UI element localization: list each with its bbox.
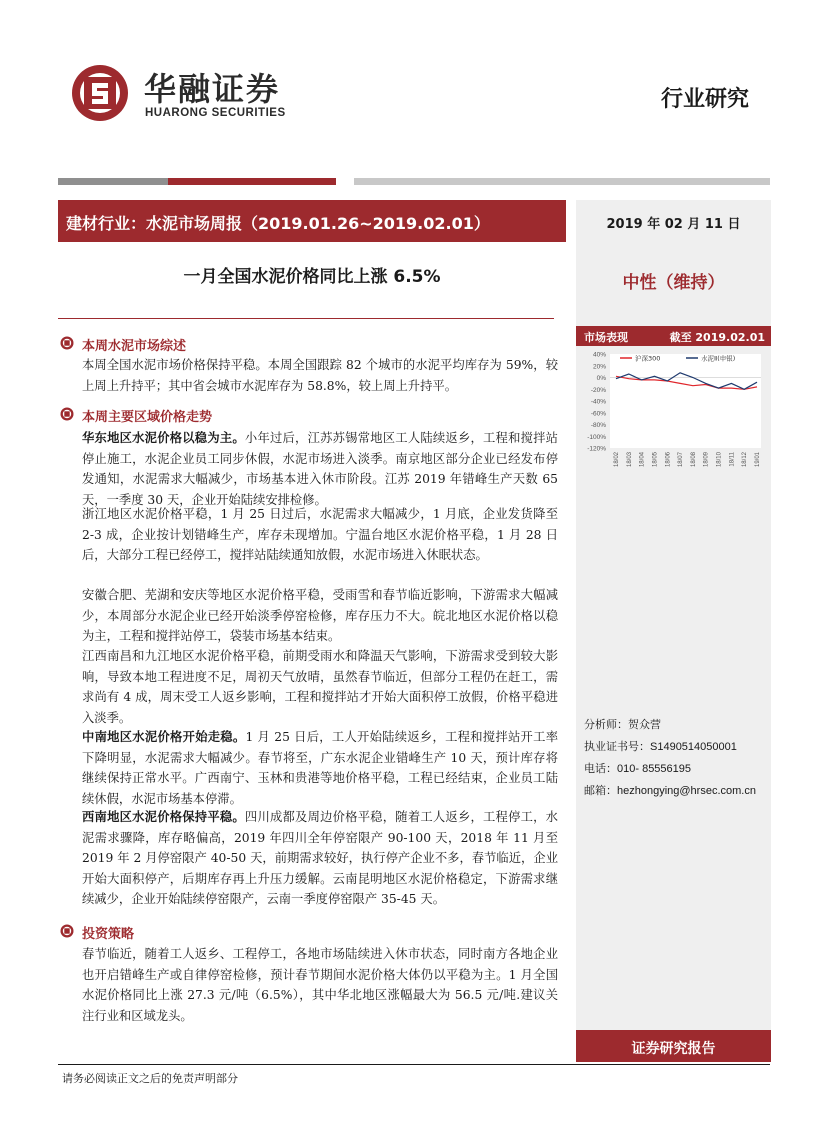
paragraph-zhejiang: 浙江地区水泥价格平稳，1 月 25 日过后，水泥需求大幅减少，1 月底，企业发货降至 2-3 成，企业按计划错峰生产，库存未现增加。宁温台地区水泥价格平稳，1 月 28 日后，大部分工程已经停工，搅拌站陆续通知放假，水泥市场进入休眠状态。 [82, 507, 558, 562]
sidebar [576, 318, 771, 1062]
y-tick-label: -120% [587, 445, 606, 453]
y-tick-label: -100% [587, 433, 606, 441]
paragraph-summary: 本周全国水泥市场价格保持平稳。本周全国跟踪 82 个城市的水泥平均库存为 59%，较上周上升持平；其中省会城市水泥库存为 58.8%，较上周上升持平。 [82, 358, 558, 393]
x-tick-label: 18/03 [626, 452, 633, 468]
y-tick-label: -40% [590, 398, 606, 406]
legend-label: 沪深300 [635, 354, 661, 363]
x-tick-label: 18/04 [639, 452, 646, 468]
x-tick-label: 18/02 [614, 452, 620, 468]
license-row: 执业证书号：S1490514050001 [584, 740, 737, 753]
section-title-strategy: 投资策略 [82, 927, 135, 942]
x-tick-label: 18/11 [729, 452, 736, 467]
report-type: 行业研究 [660, 87, 749, 112]
paragraph-southwest: 西南地区水泥价格保持平稳。四川成都及周边价格平稳，随着工人返乡，工程停工，水泥需求骤降，库存略偏高，2019 年四川全年停窑限产 90-100 天，2018 年 11 月至 2019 年 2 月停窑限产 40-50 天，前期需求较好，执行停产企业不多，春节临近，企业开始大面积停产，后期库存再上升压力缓解。云南昆明地区水泥价格稳定，下游需求继续减少，企业开始陆续停窑限产，云南一季度停窑限产 35-45 天。 [82, 810, 558, 906]
market-performance-chart [576, 350, 771, 485]
x-tick-label: 18/10 [716, 452, 723, 468]
brand-name-en: HUARONG SECURITIES [145, 107, 286, 119]
analyst-row: 分析师：贺众营 [584, 718, 661, 731]
y-tick-label: -60% [590, 410, 606, 418]
legend-label: 水泥Ⅱ(申银) [701, 354, 736, 363]
brand-name: 华融证券 [144, 70, 281, 108]
header-divider-right [354, 178, 770, 185]
email-link[interactable]: hezhongying@hrsec.com.cn [617, 785, 756, 797]
section-bullet-icon [60, 407, 74, 421]
report-title: 建材行业：水泥市场周报（2019.01.26~2019.02.01） [58, 200, 566, 242]
section-title-regional: 本周主要区域价格走势 [82, 410, 213, 425]
headline: 一月全国水泥价格同比上涨 6.5% [183, 267, 441, 287]
section-title-summary: 本周水泥市场综述 [82, 339, 187, 354]
analyst-name: 贺众营 [628, 718, 661, 731]
y-tick-label: 40% [592, 351, 606, 359]
email-row: 邮箱：hezhongying@hrsec.com.cn [584, 784, 756, 797]
phone-row: 电话：010- 85556195 [584, 762, 692, 775]
license-number: S1490514050001 [650, 741, 737, 753]
perf-asof: 截至 2019.02.01 [669, 331, 765, 344]
y-tick-label: 0% [596, 375, 606, 382]
paragraph-anhui: 安徽合肥、芜湖和安庆等地区水泥价格平稳，受雨雪和春节临近影响，下游需求大幅减少，本周部分水泥企业已经开始淡季停窑检修，库存压力不大。皖北地区水泥价格以稳为主，工程和搅拌站停工，袋装市场基本结束。 [82, 588, 558, 643]
report-label: 证券研究报告 [576, 1030, 771, 1062]
paragraph-east-china: 华东地区水泥价格以稳为主。小年过后，江苏苏锡常地区工人陆续返乡，工程和搅拌站停止施工，水泥企业员工同步休假，水泥市场进入淡季。南京地区部分企业已经发布停发通知，水泥需求大幅减少，市场基本进入休市阶段。江苏 2019 年错峰生产天数 65 天，一季度 30 天，企业开始陆续安排检修。 [82, 431, 558, 507]
footer-divider [58, 1064, 770, 1065]
paragraph-strategy: 春节临近，随着工人返乡、工程停工，各地市场陆续进入休市状态，同时南方各地企业也开启错峰生产或自律停窑检修，预计春节期间水泥价格大体仍以平稳为主。1 月全国水泥价格同比上涨 27.3 元/吨（6.5%），其中华北地区涨幅最大为 56.5 元/吨.建议关注行业和区域龙头。 [82, 947, 558, 1023]
huarong-logo-icon [70, 63, 130, 123]
x-tick-label: 18/06 [665, 452, 672, 468]
section-bullet-icon [60, 336, 74, 350]
section-bullet-icon [60, 924, 74, 938]
paragraph-jiangxi: 江西南昌和九江地区水泥价格平稳，前期受雨水和降温天气影响，下游需求受到较大影响，导致本地工程进度不足，周初天气放晴，虽然春节临近，但部分工程仍在赶工，需求尚有 4 成，周末受工人返乡影响，工程和搅拌站才开始大面积停工放假，价格平稳进入淡季。 [82, 649, 558, 725]
x-tick-label: 18/07 [678, 452, 685, 468]
y-tick-label: -20% [590, 386, 606, 394]
y-tick-label: 20% [592, 363, 606, 371]
headline-divider [58, 318, 554, 319]
market-performance-header [576, 326, 771, 346]
paragraph-central-south: 中南地区水泥价格开始走稳。1 月 25 日后，工人开始陆续返乡，工程和搅拌站开工率下降明显，水泥需求大幅减少。春节将至，广东水泥企业错峰生产 10 天，预计库存将继续保持正常水平。广西南宁、玉林和贵港等地价格平稳，工程已经结束，企业员工陆续休假，水泥市场基本停滞。 [82, 730, 558, 806]
rating: 中性（维持） [576, 242, 771, 318]
x-tick-label: 18/08 [690, 452, 697, 468]
phone-number: 010- 85556195 [617, 763, 692, 775]
header-divider-left [58, 178, 336, 185]
perf-title: 市场表现 [584, 331, 628, 344]
x-tick-label: 19/01 [755, 452, 761, 468]
x-tick-label: 18/05 [652, 452, 659, 468]
y-tick-label: -80% [590, 422, 606, 429]
x-tick-label: 18/09 [703, 452, 710, 468]
x-tick-label: 18/12 [742, 452, 749, 468]
disclaimer: 请务必阅读正文之后的免责声明部分 [62, 1072, 238, 1085]
report-date: 2019 年 02 月 11 日 [576, 200, 771, 242]
chart-plot-area [610, 354, 761, 448]
